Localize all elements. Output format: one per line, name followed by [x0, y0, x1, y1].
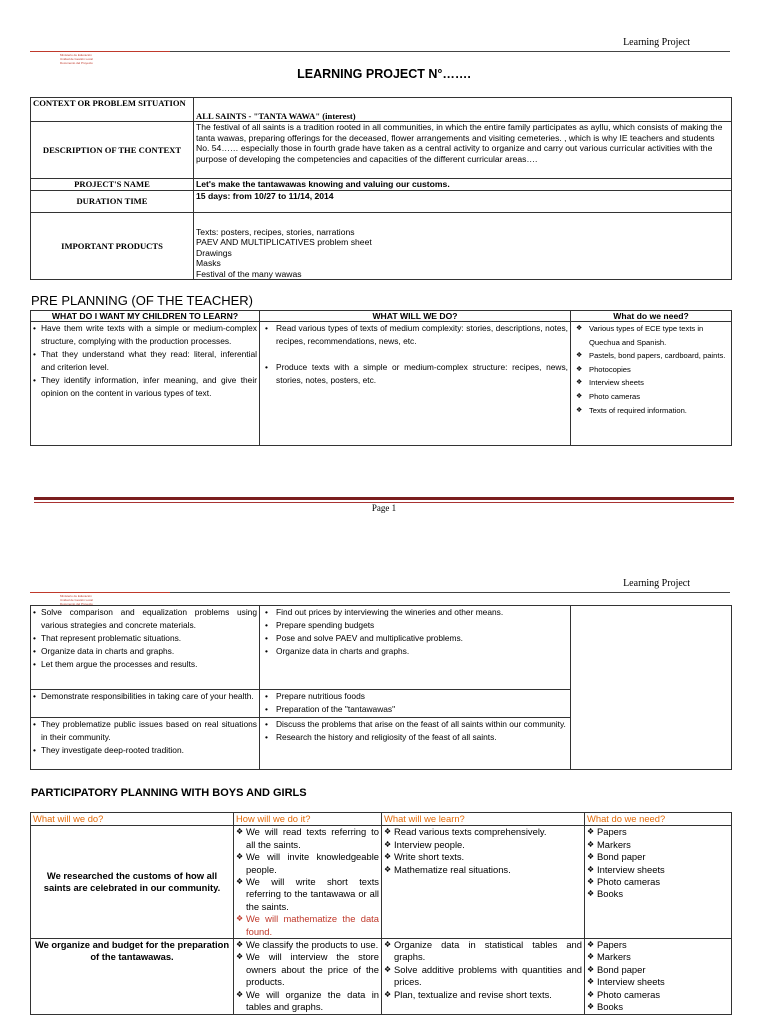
list-item: • Read various types of texts of medium complexity: stories, descriptions, notes, recipes, recommendations, news, etc.	[262, 322, 568, 348]
learn-cell	[31, 606, 260, 690]
list-item: • That they understand what they read: literal, inferential and criterion level.	[33, 348, 257, 374]
list-item: ❖ We will write short texts referring to the tantawawa or all the saints.	[236, 876, 379, 913]
column-header: WHAT WILL WE DO?	[260, 311, 571, 322]
list-item: • Discuss the problems that arise on the feast of all saints within our community.	[262, 718, 568, 731]
learn-cell	[31, 322, 260, 446]
need-cell	[571, 606, 732, 770]
list-item: ❖ We will interview the store owners about the price of the products.	[236, 951, 379, 988]
column-header: What will we do?	[31, 813, 234, 826]
list-item: ❖ Photocopies	[573, 363, 729, 377]
participatory-table	[30, 812, 732, 1015]
how-cell	[234, 939, 382, 1014]
project-name-label: PROJECT'S NAME	[31, 179, 194, 191]
product-item: Texts: posters, recipes, stories, narrations	[196, 226, 355, 237]
learn-cell	[31, 690, 260, 718]
pre-planning-table	[30, 310, 732, 446]
column-header: WHAT DO I WANT MY CHILDREN TO LEARN?	[31, 311, 260, 322]
header-accent-rule-2	[30, 592, 170, 593]
list-item: ❖ Markers	[587, 839, 729, 851]
list-item: • Preparation of the "tantawawas"	[262, 703, 568, 716]
need-cell	[585, 826, 732, 939]
list-item: • Have them write texts with a simple or medium-complex structure, complying with the production processes.	[33, 322, 257, 348]
learn-cell	[382, 826, 585, 939]
learn-cell	[382, 939, 585, 1014]
list-item: ❖ Papers	[587, 939, 729, 951]
list-item: • Prepare spending budgets	[262, 619, 568, 632]
header-label: Learning Project	[623, 37, 690, 48]
page-number: Page 1	[371, 503, 397, 513]
list-item: ❖ Interview people.	[384, 839, 582, 851]
context-label: CONTEXT OR PROBLEM SITUATION	[31, 98, 194, 122]
product-item: PAEV AND MULTIPLICATIVES problem sheet	[196, 237, 372, 247]
list-item: • Let them argue the processes and results.	[33, 658, 257, 671]
duration-label: DURATION TIME	[31, 191, 194, 213]
list-item: ❖ Books	[587, 1001, 729, 1013]
list-item: • Organize data in charts and graphs.	[262, 645, 568, 658]
do-cell	[260, 690, 571, 718]
list-item: ❖ We will invite knowledgeable people.	[236, 851, 379, 876]
activity-cell: We researched the customs of how all saints are celebrated in our community.	[31, 826, 234, 939]
description-label: DESCRIPTION OF THE CONTEXT	[31, 122, 194, 179]
list-item: • Solve comparison and equalization problems using various strategies and concrete materials.	[33, 606, 257, 632]
list-item: • Demonstrate responsibilities in taking care of your health.	[33, 690, 257, 703]
list-item: ❖ Papers	[587, 826, 729, 838]
do-cell	[260, 606, 571, 690]
column-header: What do we need?	[585, 813, 732, 826]
participatory-title: PARTICIPATORY PLANNING WITH BOYS AND GIRLS	[31, 787, 307, 799]
pre-planning-title: PRE PLANNING (OF THE TEACHER)	[31, 293, 253, 308]
list-item: ❖ Plan, textualize and revise short texts.	[384, 989, 582, 1001]
list-item: ❖ Write short texts.	[384, 851, 582, 863]
list-item: ❖ Interview sheets	[587, 976, 729, 988]
list-item: • Produce texts with a simple or medium-complex structure: recipes, news, stories, notes, posters, etc.	[262, 361, 568, 387]
context-value: ALL SAINTS - "TANTA WAWA" (interest)	[194, 98, 732, 122]
list-item: ❖ We classify the products to use.	[236, 939, 379, 951]
list-item: ❖ Bond paper	[587, 851, 729, 863]
list-item: ❖ Markers	[587, 951, 729, 963]
context-table	[30, 97, 732, 280]
list-item: • Organize data in charts and graphs.	[33, 645, 257, 658]
need-cell	[585, 939, 732, 1014]
list-item: ❖ Various types of ECE type texts in Quechua and Spanish.	[573, 322, 729, 349]
list-item: • They problematize public issues based on real situations in their community.	[33, 718, 257, 744]
list-item: ❖ Organize data in statistical tables and graphs.	[384, 939, 582, 964]
product-item: Festival of the many wawas	[196, 268, 302, 279]
list-item: ❖ Interview sheets	[587, 864, 729, 876]
continued-table	[30, 605, 732, 770]
product-item: Masks	[196, 258, 221, 268]
learn-cell	[31, 718, 260, 770]
list-item: • They identify information, infer meaning, and give their opinion on the content in various types of text.	[33, 374, 257, 400]
list-item: ❖ Read various texts comprehensively.	[384, 826, 582, 838]
list-item: ❖ We will read texts referring to all the saints.	[236, 826, 379, 851]
list-item: ❖ Photo cameras	[587, 989, 729, 1001]
list-item: • Pose and solve PAEV and multiplicative problems.	[262, 632, 568, 645]
list-item: • Find out prices by interviewing the wineries and other means.	[262, 606, 568, 619]
list-item: ❖ Books	[587, 888, 729, 900]
header-accent-rule	[30, 51, 170, 52]
page-separator	[34, 497, 734, 500]
product-item: Drawings	[196, 247, 232, 258]
list-item: ❖ Mathematize real situations.	[384, 864, 582, 876]
duration-value: 15 days: from 10/27 to 11/14, 2014	[194, 191, 732, 213]
products-label: IMPORTANT PRODUCTS	[31, 213, 194, 280]
activity-cell: We organize and budget for the preparation of the tantawawas.	[31, 939, 234, 1014]
header-label-2: Learning Project	[623, 578, 690, 589]
project-name-value: Let's make the tantawawas knowing and valuing our customs.	[194, 179, 732, 191]
need-cell	[571, 322, 732, 446]
how-cell	[234, 826, 382, 939]
logo-2: Ministerio de Educación Unidad de Gestión Local Documento del Proyecto	[60, 594, 93, 606]
list-item: • They investigate deep-rooted tradition.	[33, 744, 257, 757]
page-title: LEARNING PROJECT N°…….	[297, 67, 471, 81]
products-list	[194, 213, 732, 280]
column-header: What do we need?	[571, 311, 732, 322]
list-item: ❖ Interview sheets	[573, 376, 729, 390]
do-cell	[260, 322, 571, 446]
column-header: How will we do it?	[234, 813, 382, 826]
list-item: ❖ Photo cameras	[573, 390, 729, 404]
list-item: • Prepare nutritious foods	[262, 690, 568, 703]
list-item: • Research the history and religiosity of the feast of all saints.	[262, 731, 568, 744]
list-item: • That represent problematic situations.	[33, 632, 257, 645]
logo: Ministerio de Educación Unidad de Gestión Local Documento del Proyecto	[60, 53, 93, 65]
list-item: ❖ Photo cameras	[587, 876, 729, 888]
column-header: What will we learn?	[382, 813, 585, 826]
list-item: ❖ Texts of required information.	[573, 404, 729, 418]
list-item: ❖ Bond paper	[587, 964, 729, 976]
do-cell	[260, 718, 571, 770]
description-value: The festival of all saints is a tradition rooted in all communities, in which the entire family participates as ayllu, which consists of making the tanta wawas, preparing offerings for the deceased, flower arrangements and visiting cemeteries. , which is why IE teachers and students No. 54…… especially those in fourth grade have taken as a central activity to organize and carry out various curricular activities with the purpose of developing the competencies and capacities of the different curricular areas….	[194, 122, 732, 179]
list-item: ❖ Pastels, bond papers, cardboard, paints.	[573, 349, 729, 363]
list-item: ❖ We will mathematize the data found.	[236, 913, 379, 938]
list-item: ❖ We will organize the data in tables and graphs.	[236, 989, 379, 1014]
list-item: ❖ Solve additive problems with quantities and prices.	[384, 964, 582, 989]
